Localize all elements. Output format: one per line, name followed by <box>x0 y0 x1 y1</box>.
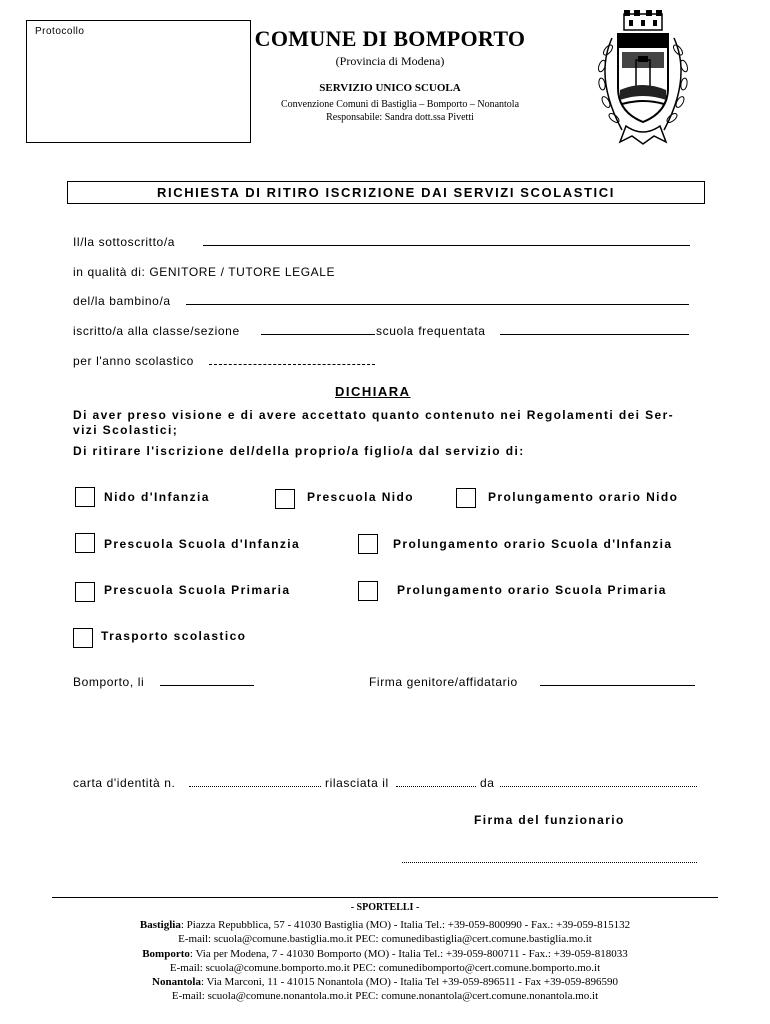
firma-funzionario-label: Firma del funzionario <box>474 813 625 827</box>
protocollo-label: Protocollo <box>35 26 85 37</box>
sottoscritto-label: Il/la sottoscritto/a <box>73 235 176 249</box>
anno-label: per l'anno scolastico <box>73 354 194 368</box>
prescuola-primaria-label: Prescuola Scuola Primaria <box>104 583 291 597</box>
scuola-label: scuola frequentata <box>376 324 486 338</box>
prolungamento-nido-label: Prolungamento orario Nido <box>488 490 679 504</box>
protocollo-box <box>26 20 251 143</box>
da-field[interactable] <box>500 775 697 787</box>
bastiglia-address <box>0 919 770 931</box>
prolungamento-infanzia-label: Prolungamento orario Scuola d'Infanzia <box>393 537 673 551</box>
responsabile-line: Responsabile: Sandra dott.ssa Pivetti <box>326 112 474 123</box>
prescuola-nido-checkbox[interactable] <box>275 489 295 509</box>
bambino-field[interactable] <box>186 293 689 305</box>
comune-title: COMUNE DI BOMPORTO <box>254 26 526 51</box>
qualita-label: in qualità di: GENITORE / TUTORE LEGALE <box>73 265 336 279</box>
provincia-subtitle: (Provincia di Modena) <box>335 54 445 68</box>
prolungamento-infanzia-checkbox[interactable] <box>358 534 378 554</box>
iscritto-label: iscritto/a alla classe/sezione <box>73 324 240 338</box>
dichiara-line-2: vizi Scolastici; <box>73 423 179 437</box>
nido-checkbox[interactable] <box>75 487 95 507</box>
prolungamento-primaria-label: Prolungamento orario Scuola Primaria <box>397 583 667 597</box>
dichiara-line-1: Di aver preso visione e di avere accettato quanto contenuto nei Regolamenti dei Ser- <box>73 408 675 422</box>
bastiglia-mail: E-mail: scuola@comune.bastiglia.mo.it PEC: comunedibastiglia@cert.comune.bastiglia.mo.it <box>178 933 592 945</box>
dichiara-heading: DICHIARA <box>335 384 411 399</box>
nido-label: Nido d'Infanzia <box>104 490 210 504</box>
nonantola-address <box>0 976 770 988</box>
bastiglia-name: Bastiglia <box>139 919 181 931</box>
date-field[interactable] <box>160 674 254 686</box>
prescuola-infanzia-checkbox[interactable] <box>75 533 95 553</box>
convenzione-line: Convenzione Comuni di Bastiglia – Bomporto – Nonantola <box>280 99 520 110</box>
prescuola-infanzia-label: Prescuola Scuola d'Infanzia <box>104 537 301 551</box>
trasporto-label: Trasporto scolastico <box>101 629 247 643</box>
rilasciata-field[interactable] <box>396 775 476 787</box>
prescuola-primaria-checkbox[interactable] <box>75 582 95 602</box>
da-label: da <box>480 776 495 790</box>
footer-rule <box>52 897 718 898</box>
dichiara-line-3: Di ritirare l'iscrizione del/della proprio/a figlio/a dal servizio di: <box>73 444 525 458</box>
form-title: RICHIESTA DI RITIRO ISCRIZIONE DAI SERVIZI SCOLASTICI <box>67 181 705 204</box>
bambino-label: del/la bambino/a <box>73 294 171 308</box>
firma-funzionario-field[interactable] <box>402 851 697 863</box>
nonantola-name: Nonantola <box>152 976 201 988</box>
scuola-field[interactable] <box>500 323 689 335</box>
carta-field[interactable] <box>189 775 321 787</box>
bomporto-name: Bomporto <box>142 948 190 960</box>
sportelli-heading: - SPORTELLI - <box>350 902 420 913</box>
firma-genitore-label: Firma genitore/affidatario <box>369 675 518 689</box>
place-label: Bomporto, li <box>73 675 145 689</box>
servizio-title: SERVIZIO UNICO SCUOLA <box>319 82 461 94</box>
trasporto-checkbox[interactable] <box>73 628 93 648</box>
coat-of-arms-icon <box>582 8 704 150</box>
nonantola-mail: E-mail: scuola@comune.nonantola.mo.it PEC: comune.nonantola@cert.comune.nonantola.mo.it <box>171 990 599 1002</box>
nonantola-addr: : Via Marconi, 11 - 41015 Nonantola (MO) - Italia Tel +39-059-896511 - Fax +39-059-896590 <box>200 976 618 988</box>
classe-field[interactable] <box>261 323 375 335</box>
anno-field[interactable] <box>209 353 375 365</box>
firma-genitore-field[interactable] <box>540 674 695 686</box>
prescuola-nido-label: Prescuola Nido <box>307 490 414 504</box>
carta-label: carta d'identità n. <box>73 776 176 790</box>
bomporto-address <box>0 948 770 960</box>
prolungamento-nido-checkbox[interactable] <box>456 488 476 508</box>
prolungamento-primaria-checkbox[interactable] <box>358 581 378 601</box>
bomporto-mail: E-mail: scuola@comune.bomporto.mo.it PEC: comunedibomporto@cert.comune.bomporto.mo.it <box>169 962 601 974</box>
rilasciata-label: rilasciata il <box>325 776 389 790</box>
bastiglia-addr: : Piazza Repubblica, 57 - 41030 Bastiglia (MO) - Italia Tel.: +39-059-800990 - Fax.: +39-059-815132 <box>180 919 631 931</box>
sottoscritto-field[interactable] <box>203 234 690 246</box>
bomporto-addr: : Via per Modena, 7 - 41030 Bomporto (MO) - Italia Tel.: +39-059-800711 - Fax.: +39-059-818033 <box>189 948 628 960</box>
